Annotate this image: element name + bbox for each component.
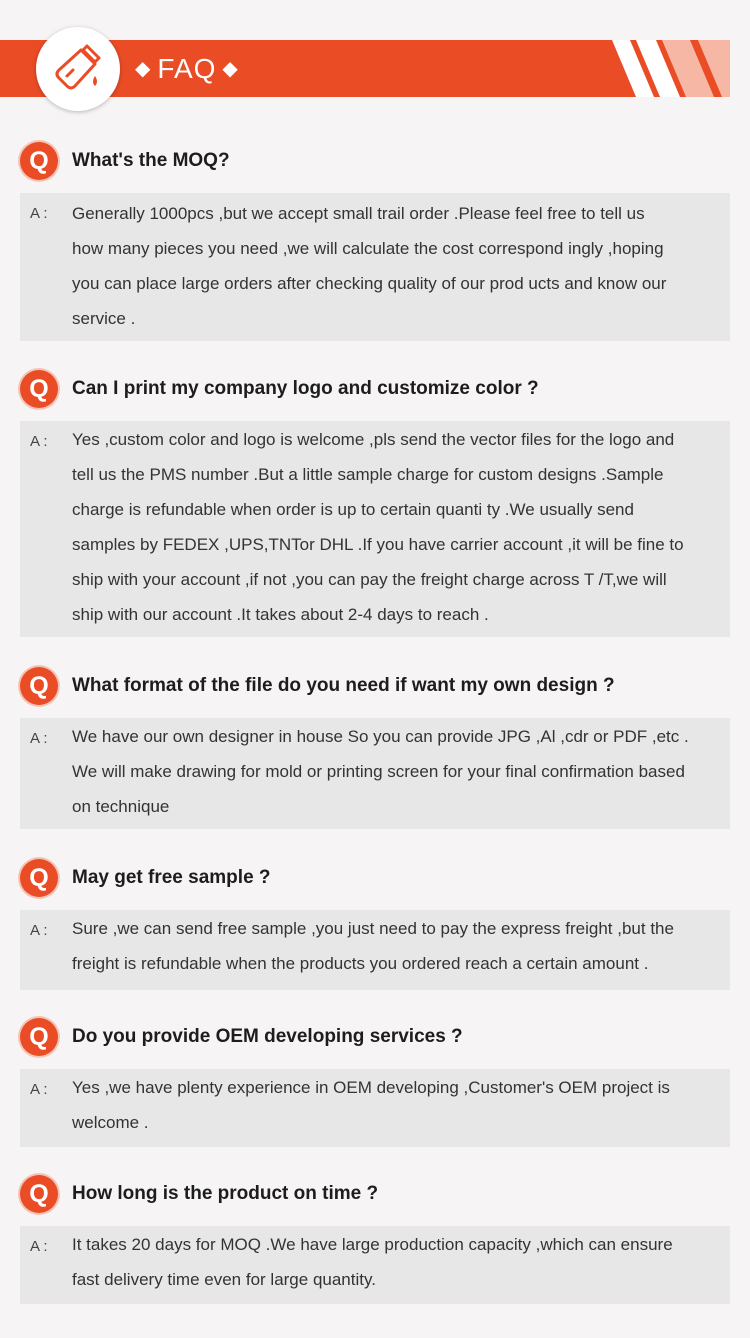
answer-label: A : — [30, 730, 48, 747]
question-text: What format of the file do you need if want my own design ? — [72, 675, 615, 696]
question-text: How long is the product on time ? — [72, 1183, 379, 1204]
answer-label: A : — [30, 1238, 48, 1255]
answer-text — [72, 196, 730, 336]
usb-drive-icon — [36, 27, 120, 111]
answer-box — [20, 718, 730, 829]
question-row — [20, 667, 740, 705]
question-row — [20, 370, 740, 408]
answer-text — [72, 422, 730, 632]
diamond-right-icon: ◆ — [222, 58, 239, 80]
answer-line: Sure ,we can send free sample ,you just need to pay the express freight ,but the — [72, 919, 674, 938]
q-badge-icon: Q — [20, 1175, 58, 1213]
q-badge-icon: Q — [20, 1018, 58, 1056]
answer-label: A : — [30, 922, 48, 939]
answer-label: A : — [30, 433, 48, 450]
answer-line: tell us the PMS number .But a little sample charge for custom designs .Sample — [72, 465, 664, 484]
answer-line: We have our own designer in house So you can provide JPG ,Al ,cdr or PDF ,etc . — [72, 727, 689, 746]
faq-title-text: FAQ — [157, 53, 217, 84]
answer-text — [72, 911, 730, 981]
question-row — [20, 859, 740, 897]
answer-line: Generally 1000pcs ,but we accept small trail order .Please feel free to tell us — [72, 204, 645, 223]
answer-line: We will make drawing for mold or printing screen for your final confirmation based — [72, 762, 685, 781]
q-badge-icon: Q — [20, 370, 58, 408]
answer-line: on technique — [72, 797, 170, 816]
answer-line: Yes ,we have plenty experience in OEM developing ,Customer's OEM project is — [72, 1078, 670, 1097]
question-text: Can I print my company logo and customize color ? — [72, 378, 539, 399]
answer-text — [72, 1227, 730, 1297]
question-text: What's the MOQ? — [72, 150, 230, 171]
answer-box — [20, 1226, 730, 1304]
answer-line: ship with your account ,if not ,you can pay the freight charge across T /T,we will — [72, 570, 667, 589]
q-badge-icon: Q — [20, 859, 58, 897]
answer-line: charge is refundable when order is up to certain quanti ty .We usually send — [72, 500, 634, 519]
answer-label: A : — [30, 1081, 48, 1098]
answer-line: welcome . — [72, 1113, 149, 1132]
answer-box — [20, 1069, 730, 1147]
diamond-left-icon: ◆ — [135, 58, 152, 80]
answer-line: samples by FEDEX ,UPS,TNTor DHL .If you have carrier account ,it will be fine to — [72, 535, 684, 554]
answer-label: A : — [30, 205, 48, 222]
answer-line: It takes 20 days for MOQ .We have large production capacity ,which can ensure — [72, 1235, 673, 1254]
answer-line: freight is refundable when the products you ordered reach a certain amount . — [72, 954, 649, 973]
question-text: May get free sample ? — [72, 867, 271, 888]
question-row — [20, 142, 740, 180]
answer-box — [20, 910, 730, 990]
q-badge-icon: Q — [20, 142, 58, 180]
answer-line: service . — [72, 309, 136, 328]
answer-line: you can place large orders after checking quality of our prod ucts and know our — [72, 274, 667, 293]
answer-box — [20, 193, 730, 341]
answer-line: ship with our account .It takes about 2-4 days to reach . — [72, 605, 489, 624]
question-row — [20, 1018, 740, 1056]
answer-text — [72, 1070, 730, 1140]
answer-line: Yes ,custom color and logo is welcome ,pls send the vector files for the logo and — [72, 430, 675, 449]
answer-text — [72, 719, 730, 824]
question-text: Do you provide OEM developing services ? — [72, 1026, 463, 1047]
question-row — [20, 1175, 740, 1213]
answer-line: fast delivery time even for large quantity. — [72, 1270, 376, 1289]
answer-box — [20, 421, 730, 637]
faq-title — [135, 40, 239, 97]
answer-line: how many pieces you need ,we will calculate the cost correspond ingly ,hoping — [72, 239, 664, 258]
q-badge-icon: Q — [20, 667, 58, 705]
